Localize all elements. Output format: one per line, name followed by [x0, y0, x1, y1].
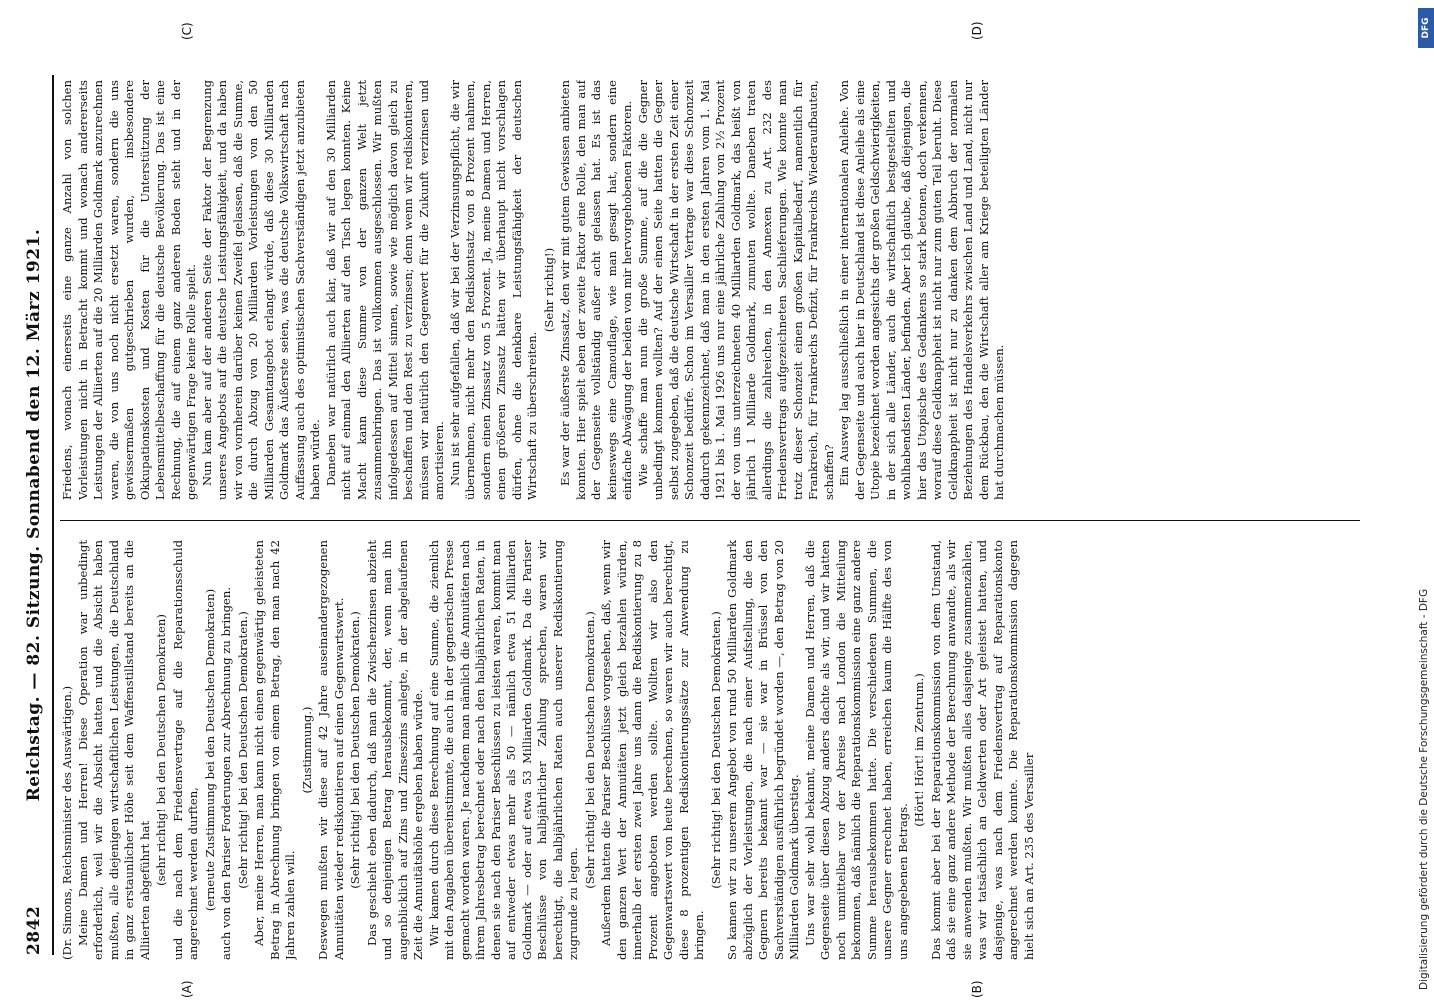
paragraph: Uns war sehr wohl bekannt, meine Damen und Herren, daß die Gegenseite über diesen Abzug anders dachte als wir, und wir hatten noch unmittelbar vor der Abreise nach London die Mitteilung bekommen, daß nämlich die Reparationskommission eine ganz andere Summe herausbekommen hatte. Die verschiedenen Summen, die unsere Gegner errechnet haben, erreichen kaum die Hälfte des von uns angegebenen Betrags. — [802, 540, 910, 960]
margin-marker-d: (D) — [970, 21, 984, 40]
paragraph: Nun kam aber auf der anderen Seite der Faktor der Begrenzung unseres Angebots auf die deutsche Leistungsfähigkeit, und da haben wir von vornherein darüber keinen Zweifel gelassen, daß die Summe, die durch Abzug von 20 Milliarden Vorleistungen von den 50 Milliarden Gesamtangebot erlangt würde, daß diese 30 Milliarden Goldmark das Äußerste seien, was die deutsche Volkswirtschaft nach Auffassung auch des optimistischen Sachverständigen jetzt anzubieten haben würde. — [199, 80, 322, 500]
interjection: (Hört! Hört! im Zentrum.) — [912, 673, 926, 827]
interjection: (Sehr richtig! bei den Deutschen Demokraten.) — [235, 611, 250, 889]
paragraph: Friedens, wonach einerseits eine ganze Anzahl von solchen Vorleistungen nicht in Betracht kommt und wonach andererseits Leistungen der Alliierten auf die 20 Milliarden Goldmark anzurechnen waren, die von uns noch nicht ersetzt waren, sondern die uns gewissermaßen gutgeschrieben wurden, insbesondere Okkupationskosten und Kosten für die Unterstützung der Lebensmittelbeschaffung für die deutsche Bevölkerung. Das ist eine Rechnung, die auf einem ganz anderen Boden steht und in der gegenwärtigen Frage keine Rolle spielt. — [60, 80, 198, 500]
paragraph: und die nach dem Friedensvertrage auf die Reparationsschuld angerechnet werden durften, — [170, 540, 200, 960]
paragraph: Wir kamen durch diese Berechnung auf eine Summe, die ziemlich mit den Angaben übereinstimmte, die auch in der gegnerischen Presse gemacht worden waren. Je nachdem man nämlich die Annuitäten nach ihrem Jahresbetrag berechnet oder nach den halbjährlichen Raten, in denen sie nach den Pariser Beschlüssen zu leisten waren, kommt man auf entweder etwas mehr als 50 — nämlich etwa 51 Milliarden Goldmark — oder auf etwa 53 Milliarden Goldmark. Da die Pariser Beschlüsse von halbjährlicher Zahlung sprechen, waren wir berechtigt, die halbjährlichen Raten auch unserer Rediskontierung zugrunde zu legen. — [426, 540, 580, 960]
paragraph: auch von den Pariser Forderungen zur Abrechnung zu bringen. — [219, 586, 233, 960]
page-title: Reichstag. — 82. Sitzung. Sonnabend den 12. März 1921. — [24, 228, 44, 802]
margin-marker-b: (B) — [970, 980, 984, 998]
interjection: (Zustimmung.) — [299, 706, 314, 794]
dfg-logo: DFG — [1418, 8, 1434, 48]
paragraph: Aber, meine Herren, man kann nicht einen gegenwärtig geleisteten Betrag in Abrechnung bringen von einem Betrag, den man nach 42 Jahren zahlen will. — [252, 540, 297, 960]
right-text-column — [60, 80, 1370, 500]
column-divider — [60, 520, 1360, 521]
paragraph: Wie schaffe man nun die große Summe, auf die die Gegner unbedingt kommen wollten? Auf der einen Seite hatten die Gegner selbst zugegeben, daß die deutsche Wirtschaft in der ersten Zeit einer Schonzeit bedürfe. Schon im Versailler Vertrage war diese Schonzeit dadurch gekennzeichnet, daß man in den ersten Jahren vom 1. Mai 1921 bis 1. Mai 1926 uns nur eine jährliche Zahlung von 2½ Prozent der von uns unterzeichneten 40 Milliarden Goldmark, das heißt von jährlich 1 Milliarde Goldmark, zumuten wollte. Daneben traten allerdings die zahlreichen, in den Annexen zu Art. 232 des Friedensvertrags aufgezeichneten Sachlieferungen. Wie konnte man trotz dieser Schonzeit einen großen Kapitalbedarf, namentlich für Frankreich, für Frankreichs Defizit, für Frankreichs Wiederaufbauten, schaffen? — [635, 80, 836, 500]
paragraph: Meine Damen und Herren! Diese Operation war unbedingt erforderlich, weil wir die Absicht hatten und die Absicht haben mußten, alle diejenigen wirtschaftlichen Leistungen, die Deutschland in ganz erstaunlicher Höhe seit dem Waffenstillstand bereits an die Alliierten abgeführt hat — [75, 540, 152, 960]
header-rule — [52, 75, 54, 955]
running-header — [20, 75, 50, 955]
paragraph: Das kommt aber bei der Reparationskommission von dem Umstand, daß sie eine ganz andere Methode der Berechnung anwandte, als wir sie anwenden mußten. Wir mußten alles dasjenige zusammenzählen, was wir tatsächlich an Geldwerten oder Art geleistet hatten, und dasjenige, was nach dem Friedensvertrag auf Reparationskonto angerechnet werden konnte. Die Reparationskommission dagegen hielt sich an Art. 235 des Versailler — [928, 540, 1036, 960]
margin-marker-a: (A) — [180, 980, 194, 998]
paragraph: Außerdem hatten die Pariser Beschlüsse vorgesehen, daß, wenn wir den ganzen Wert der Annuitäten jetzt gleich bezahlen würden, innerhalb der ersten zwei Jahre uns dann die Rediskontierung zu 8 Prozent angeboten werden sollte. Wollten wir also den Gegenwartswert von heute berechnen, so waren wir auch berechtigt, diese 8 prozentigen Rediskontierungssätze zur Anwendung zu bringen. — [599, 540, 706, 960]
digitization-credit: Digitalisierung gefördert durch die Deutsche Forschungsgemeinschaft - DFG — [1418, 588, 1430, 990]
interjection: (Sehr richtig! bei den Deutschen Demokraten.) — [348, 611, 362, 889]
interjection: (erneute Zustimmung bei den Deutschen Demokraten) — [202, 588, 217, 912]
paragraph: Nun ist sehr aufgefallen, daß wir bei der Verzinsungspflicht, die wir übernehmen, nicht mehr den Rediskontsatz von 8 Prozent nahmen, sondern einen Zinssatz von 5 Prozent. Ja, meine Damen und Herren, einen größeren Zinssatz hätten wir überhaupt nicht vorschlagen dürfen, ohne die denkbare Leistungsfähigkeit der deutschen Wirtschaft zu überschreiten. — [447, 80, 539, 500]
paragraph: Daneben war natürlich auch klar, daß wir auf den 30 Milliarden nicht auf einmal den Alliierten auf den Tisch legen konnten. Keine Macht kann diese Summe von der ganzen Welt jetzt zusammenbringen. Das ist vollkommen ausgeschlossen. Wir mußten infolgedessen auf Mittel sinnen, sowie wie möglich davon gleich zu beschaffen und den Rest zu verzinsen; denn wenn wir rediskontieren, müssen wir natürlich den Gegenwert für die Zukunft verzinsen und amortisieren. — [323, 80, 446, 500]
paragraph: Das geschieht eben dadurch, daß man die Zwischenzinsen abzieht und so denjenigen Betrag herausbekommt, der, wenn man ihn augenblicklich auf Zins und Zinseszins anlegte, in der abgelaufenen Zeit die Annuitätshöhe ergeben haben würde. — [364, 540, 425, 960]
interjection: (sehr richtig! bei den Deutschen Demokraten) — [154, 614, 168, 886]
interjection: (Sehr richtig!) — [541, 247, 556, 333]
left-text-column — [60, 540, 1370, 960]
margin-marker-c: (C) — [180, 22, 194, 40]
paragraph: Es war der äußerste Zinssatz, den wir mit gutem Gewissen anbieten konnten. Hier spielt eben der zweite Faktor eine Rolle, den man auf der Gegenseite vollständig außer acht gelassen hat. Es ist das keineswegs eine Camouflage, wie man gesagt hat, sondern eine einfache Abwägung der beiden von mir hervorgehobenen Faktoren. — [558, 80, 634, 500]
page-number: 2842 — [24, 905, 44, 955]
paragraph: Deswegen mußten wir diese auf 42 Jahre auseinandergezogenen Annuitäten wieder rediskontieren auf einen Gegenwartswert. — [316, 540, 346, 960]
speaker-line: (Dr. Simons, Reichsminister des Auswärtigen.) — [60, 685, 74, 960]
interjection: (Sehr richtig! bei den Deutschen Demokraten.) — [582, 611, 597, 889]
interjection: (Sehr richtig! bei den Deutschen Demokraten.) — [708, 611, 723, 889]
paragraph: So kamen wir zu unserem Angebot von rund 50 Milliarden Goldmark abzüglich der Vorleistungen, die nach einer Aufstellung, die den Gegnern bereits bekannt war — sie war in Brüssel von den Sachverständigen ausführlich begründet worden —, den Betrag von 20 Milliarden Goldmark überstieg. — [725, 540, 801, 960]
paragraph: Ein Ausweg lag ausschließlich in einer internationalen Anleihe. Von der Gegenseite und auch hier in Deutschland ist diese Anleihe als eine Utopie bezeichnet worden angesichts der großen Geldschwierigkeiten, in der sich alle Länder, auch die wirtschaftlich bestgestellten und wohlhabendsten Länder, befinden. Aber ich glaube, daß diejenigen, die hier das Utopische des Gedankens so stark betonen, doch verkennen, worauf diese Geldknappheit ist nicht nur zum guten Teil beruht. Diese Geldknappheit ist nicht nur zu danken dem Abbruch der normalen Beziehungen des Handelsverkehrs zwischen Land und Land, nicht nur dem Rückbau, den die Wirtschaft aller am Kriege beteiligten Länder hat durchmachen müssen. — [837, 80, 1006, 500]
